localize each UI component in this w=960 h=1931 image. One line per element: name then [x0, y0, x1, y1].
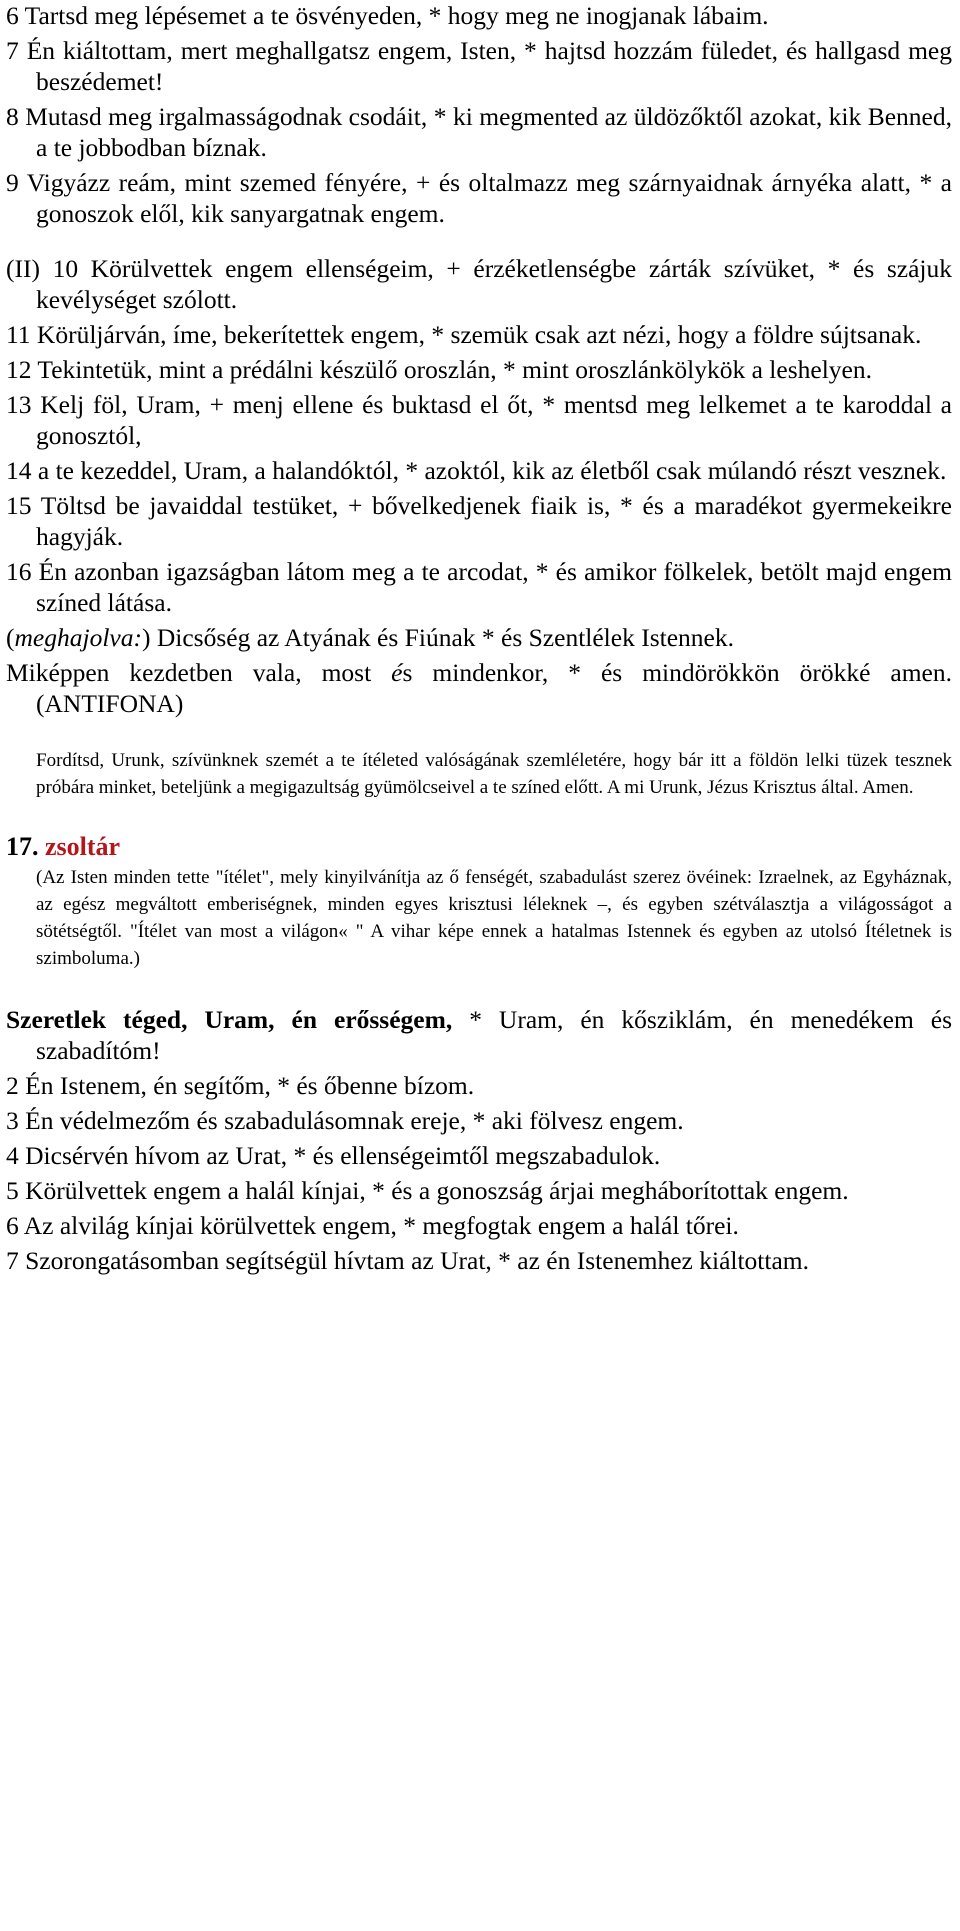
psalm-number: 17. [6, 832, 39, 861]
psalm16-verses [6, 0, 952, 618]
psalm17-first-verse [6, 1004, 952, 1066]
psalm-title: zsoltár [45, 832, 121, 861]
verse-line: 16 Én azonban igazságban látom meg a te arcodat, * és amikor fölkelek, betölt majd engem színed látása. [6, 557, 952, 617]
verse-line: 14 a te kezeddel, Uram, a halandóktól, * azoktól, kik az életből csak múlandó részt vesznek. [6, 456, 947, 485]
verse-line: 6 Tartsd meg lépésemet a te ösvényeden, * hogy meg ne inogjanak lábaim. [6, 1, 769, 30]
document-page [6, 0, 952, 1280]
verse-line: 8 Mutasd meg irgalmasságodnak csodáit, * ki megmented az üldözőktől azokat, kik Benned, a te jobbodban bíznak. [6, 102, 952, 162]
verse-line: 2 Én Istenem, én segítőm, * és őbenne bízom. [6, 1071, 475, 1100]
incipit-rest: * Uram, én kősziklám, én menedékem és szabadítóm! [36, 1005, 952, 1065]
verse-line: 11 Körüljárván, íme, bekerítettek engem, * szemük csak azt nézi, hogy a földre sújtsanak. [6, 320, 922, 349]
doxology-text: ) Dicsőség az Atyának és Fiúnak * és Szentlélek Istennek. [141, 623, 734, 652]
verse-line: 13 Kelj föl, Uram, + menj ellene és buktasd el őt, * mentsd meg lelkemet a te karoddal a gonosztól, [6, 390, 952, 450]
doxology-italic-e: é [391, 658, 403, 687]
psalm17-heading [6, 831, 952, 862]
verse-line: 7 Szorongatásomban segítségül hívtam az Urat, * az én Istenemhez kiáltottam. [6, 1246, 810, 1275]
paren-open: ( [6, 623, 15, 652]
verse-line: 4 Dicsérvén hívom az Urat, * és ellenségeimtől megszabadulok. [6, 1141, 661, 1170]
doxology-line-2 [6, 657, 952, 719]
doxology-line-1 [6, 622, 952, 653]
psalm17-verses [6, 1070, 952, 1276]
closing-prayer: Fordítsd, Urunk, szívünknek szemét a te ítéleted valóságának szemléletére, hogy bár itt a földön lelki tüzek tesznek próbára minket, beteljünk a megigazultság gyümölcseivel a te színed előtt. A mi Urunk, Jézus Krisztus által. Amen. [36, 750, 952, 798]
verse-line: (II) 10 Körülvettek engem ellenségeim, + érzéketlenségbe zárták szívüket, * és szájuk kevélységet szólott. [6, 254, 952, 314]
verse-line: 9 Vigyázz reám, mint szemed fényére, + és oltalmazz meg szárnyaidnak árnyéka alatt, * a gonoszok elől, kik sanyargatnak engem. [6, 168, 952, 228]
verse-line: 12 Tekintetük, mint a prédálni készülő oroszlán, * mint oroszlánkölykök a leshelyen. [6, 355, 872, 384]
doxology-text-a: Miképpen kezdetben vala, most [6, 658, 392, 687]
doxology-text-b: s mindenkor, * és mindörökkön örökké amen. (ANTIFONA) [36, 658, 952, 718]
rubric-bowing: meghajolva: [14, 623, 142, 652]
psalm17-intro: (Az Isten minden tette "ítélet", mely kinyilvánítja az ő fenségét, szabadulást szerez övéinek: Izraelnek, az Egyháznak, az egész megváltott emberiségnek, minden egyes krisztusi léleknek –, és egyben szétválasztja a világosságot a sötétségtől. "Ítélet van most a világon« " A vihar képe ennek a hatalmas Istennek és egyben az utolsó Ítéletnek is szimboluma.) [36, 867, 952, 969]
incipit-bold: Szeretlek téged, Uram, én erősségem, [6, 1005, 453, 1034]
verse-line: 7 Én kiáltottam, mert meghallgatsz engem, Isten, * hajtsd hozzám füledet, és hallgasd meg beszédemet! [6, 36, 952, 96]
verse-line: 5 Körülvettek engem a halál kínjai, * és a gonoszság árjai megháborítottak engem. [6, 1176, 849, 1205]
verse-line: 3 Én védelmezőm és szabadulásomnak ereje, * aki fölvesz engem. [6, 1106, 684, 1135]
verse-line: 15 Töltsd be javaiddal testüket, + bővelkedjenek fiaik is, * és a maradékot gyermekeikre hagyják. [6, 491, 952, 551]
verse-line: 6 Az alvilág kínjai körülvettek engem, * megfogtak engem a halál tőrei. [6, 1211, 739, 1240]
